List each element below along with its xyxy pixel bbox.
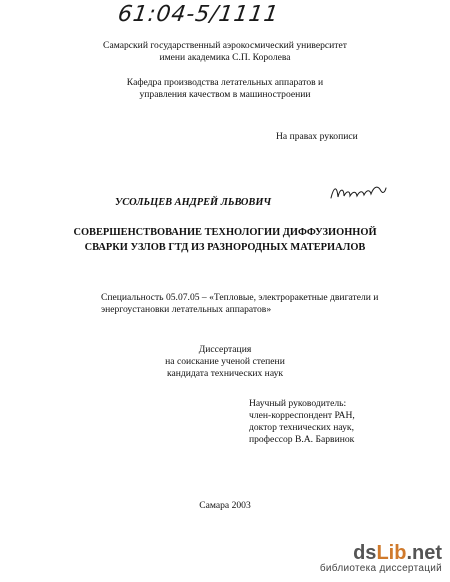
university-line: Самарский государственный аэрокосмический университет <box>103 40 347 51</box>
title-line: СВАРКИ УЗЛОВ ГТД ИЗ РАЗНОРОДНЫХ МАТЕРИАЛОВ <box>84 242 366 253</box>
author-name: УСОЛЬЦЕВ АНДРЕЙ ЛЬВОВИЧ <box>115 197 272 208</box>
university-name <box>0 40 450 64</box>
degree-line: Диссертация <box>198 344 252 355</box>
specialty-line: энергоустановки летательных аппаратов» <box>101 304 272 315</box>
logo-lib: Lib <box>376 542 407 564</box>
manuscript-rights: На правах рукописи <box>276 131 358 142</box>
city-year: Самара 2003 <box>199 500 251 511</box>
department-line: Кафедра производства летательных аппаратов и <box>126 77 324 88</box>
degree-statement <box>0 344 450 380</box>
university-line: имени академика С.П. Королева <box>159 52 291 63</box>
handwritten-signature <box>328 182 388 202</box>
watermark-tagline: библиотека диссертаций <box>319 563 442 574</box>
logo-net: .net <box>406 542 442 564</box>
specialty <box>101 292 411 316</box>
title-line: СОВЕРШЕНСТВОВАНИЕ ТЕХНОЛОГИИ ДИФФУЗИОННОЙ <box>73 227 377 238</box>
degree-line: кандидата технических наук <box>166 368 284 379</box>
supervisor-info <box>249 398 355 446</box>
supervisor-line: член-корреспондент РАН, <box>249 410 355 421</box>
logo-ds: ds <box>353 542 377 564</box>
dslib-watermark[interactable] <box>320 543 442 574</box>
archive-number: 61:04-5/1111 <box>116 2 281 27</box>
specialty-line: Специальность 05.07.05 – «Тепловые, электроракетные двигатели и <box>101 292 379 303</box>
dslib-logo <box>320 543 442 563</box>
department-name <box>0 77 450 101</box>
supervisor-line: доктор технических наук, <box>249 422 354 433</box>
dissertation-title <box>0 225 450 255</box>
supervisor-line: Научный руководитель: <box>249 398 347 409</box>
supervisor-line: профессор В.А. Барвинок <box>249 434 355 445</box>
degree-line: на соискание ученой степени <box>165 356 285 367</box>
department-line: управления качеством в машиностроении <box>139 89 311 100</box>
